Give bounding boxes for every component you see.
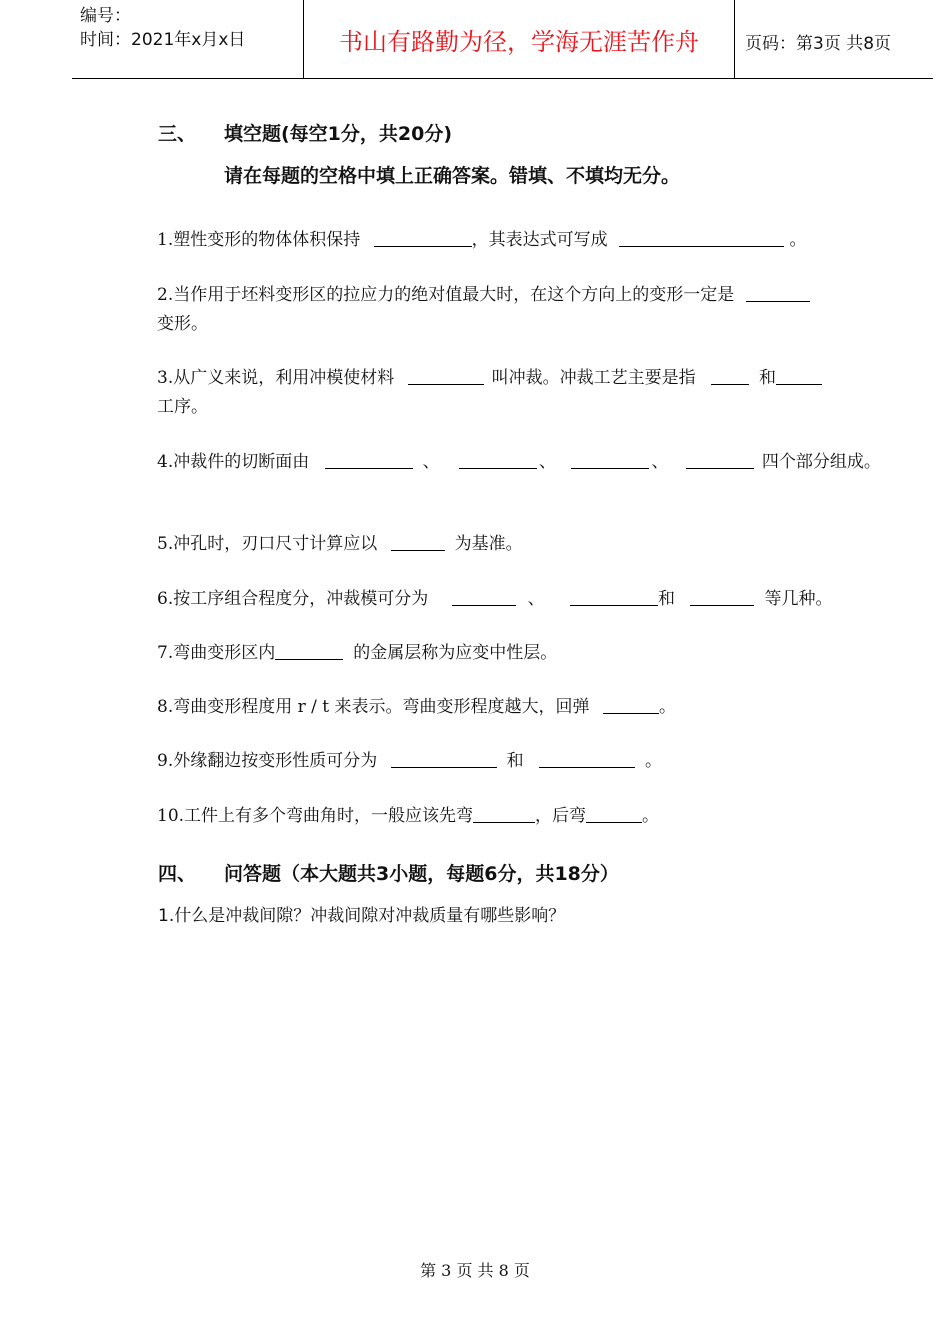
question-text: 7.弯曲变形区内 <box>157 643 276 663</box>
answer-blank <box>391 749 497 768</box>
answer-blank <box>374 228 472 247</box>
question-text: 为基准。 <box>454 534 523 554</box>
answer-blank <box>391 532 445 551</box>
question-text: ，其表达式可写成 <box>471 230 608 250</box>
separator: 、 <box>651 452 669 472</box>
question-text: 和 <box>506 751 524 771</box>
question-text: 1.塑性变形的物体体积保持 <box>157 230 361 250</box>
answer-blank <box>408 366 484 385</box>
question-text: 。 <box>789 230 807 250</box>
question-1 <box>157 226 806 255</box>
answer-blank <box>776 366 822 385</box>
question-10 <box>157 802 659 831</box>
essay-question-1: 1.什么是冲裁间隙？冲裁间隙对冲裁质量有哪些影响？ <box>158 906 566 926</box>
question-text: 和 <box>658 589 676 609</box>
question-4 <box>157 448 881 477</box>
section-4-title: 问答题（本大题共3小题，每题6分，共18分） <box>224 863 619 885</box>
header-divider <box>734 0 735 78</box>
answer-blank <box>690 587 754 606</box>
header-motto: 书山有路勤为径，学海无涯苦作舟 <box>339 28 699 56</box>
question-6 <box>157 585 832 614</box>
question-2-cont <box>157 310 208 339</box>
page-header <box>72 0 933 79</box>
question-text: 四个部分组成。 <box>761 452 881 472</box>
answer-blank <box>711 366 749 385</box>
section-4-heading <box>158 859 619 886</box>
section-4-number: 四、 <box>158 863 197 885</box>
question-text: 2.当作用于坯料变形区的拉应力的绝对值最大时，在这个方向上的变形一定是 <box>157 285 735 305</box>
section-3-title: 填空题(每空1分，共20分) <box>224 123 453 145</box>
answer-blank <box>325 450 413 469</box>
answer-blank <box>539 749 635 768</box>
section-3-number: 三、 <box>158 123 197 145</box>
question-text: 。 <box>642 806 660 826</box>
question-text: 和 <box>759 368 777 388</box>
question-text: 3.从广义来说，利用冲模使材料 <box>157 368 395 388</box>
question-text: 5.冲孔时，刃口尺寸计算应以 <box>157 534 378 554</box>
question-text: 变形。 <box>157 314 208 334</box>
question-text: 。 <box>658 697 676 717</box>
question-3 <box>157 364 822 393</box>
question-7 <box>157 639 557 668</box>
answer-blank <box>603 695 659 714</box>
answer-blank <box>746 283 810 302</box>
answer-blank <box>275 641 343 660</box>
number-label: 编号： <box>80 6 131 26</box>
question-text: 4.冲裁件的切断面由 <box>157 452 310 472</box>
separator: 、 <box>422 452 440 472</box>
question-text: 10.工件上有多个弯曲角时，一般应该先弯 <box>157 806 474 826</box>
answer-blank <box>586 804 642 823</box>
header-meta <box>80 4 304 52</box>
question-text: 。 <box>645 751 663 771</box>
answer-blank <box>619 228 784 247</box>
answer-blank <box>686 450 754 469</box>
answer-blank <box>459 450 537 469</box>
header-page-code: 页码：第3页 共8页 <box>745 34 892 54</box>
answer-blank <box>571 450 649 469</box>
question-text: ，后弯 <box>535 806 587 826</box>
question-3-cont <box>157 393 208 422</box>
section-3-heading <box>158 119 452 146</box>
separator: 、 <box>527 589 545 609</box>
question-8 <box>157 693 676 722</box>
question-text: 6.按工序组合程度分，冲裁模可分为 <box>157 589 429 609</box>
question-2 <box>157 281 810 310</box>
question-9 <box>157 747 662 776</box>
answer-blank <box>452 587 516 606</box>
question-text: 工序。 <box>157 397 208 417</box>
question-text: 9.外缘翻边按变形性质可分为 <box>157 751 378 771</box>
question-text: 等几种。 <box>764 589 833 609</box>
answer-blank <box>570 587 658 606</box>
question-text: 的金属层称为应变中性层。 <box>353 643 558 663</box>
time-label: 时间：2021年x月x日 <box>80 30 246 50</box>
question-text: 叫冲裁。冲裁工艺主要是指 <box>491 368 696 388</box>
section-3-instruction: 请在每题的空格中填上正确答案。错填、不填均无分。 <box>224 165 681 187</box>
page-footer: 第 3 页 共 8 页 <box>420 1261 530 1280</box>
separator: 、 <box>539 452 557 472</box>
question-5 <box>157 530 523 559</box>
answer-blank <box>473 804 535 823</box>
question-text: 8.弯曲变形程度用 r / t 来表示。弯曲变形程度越大，回弹 <box>157 697 590 717</box>
